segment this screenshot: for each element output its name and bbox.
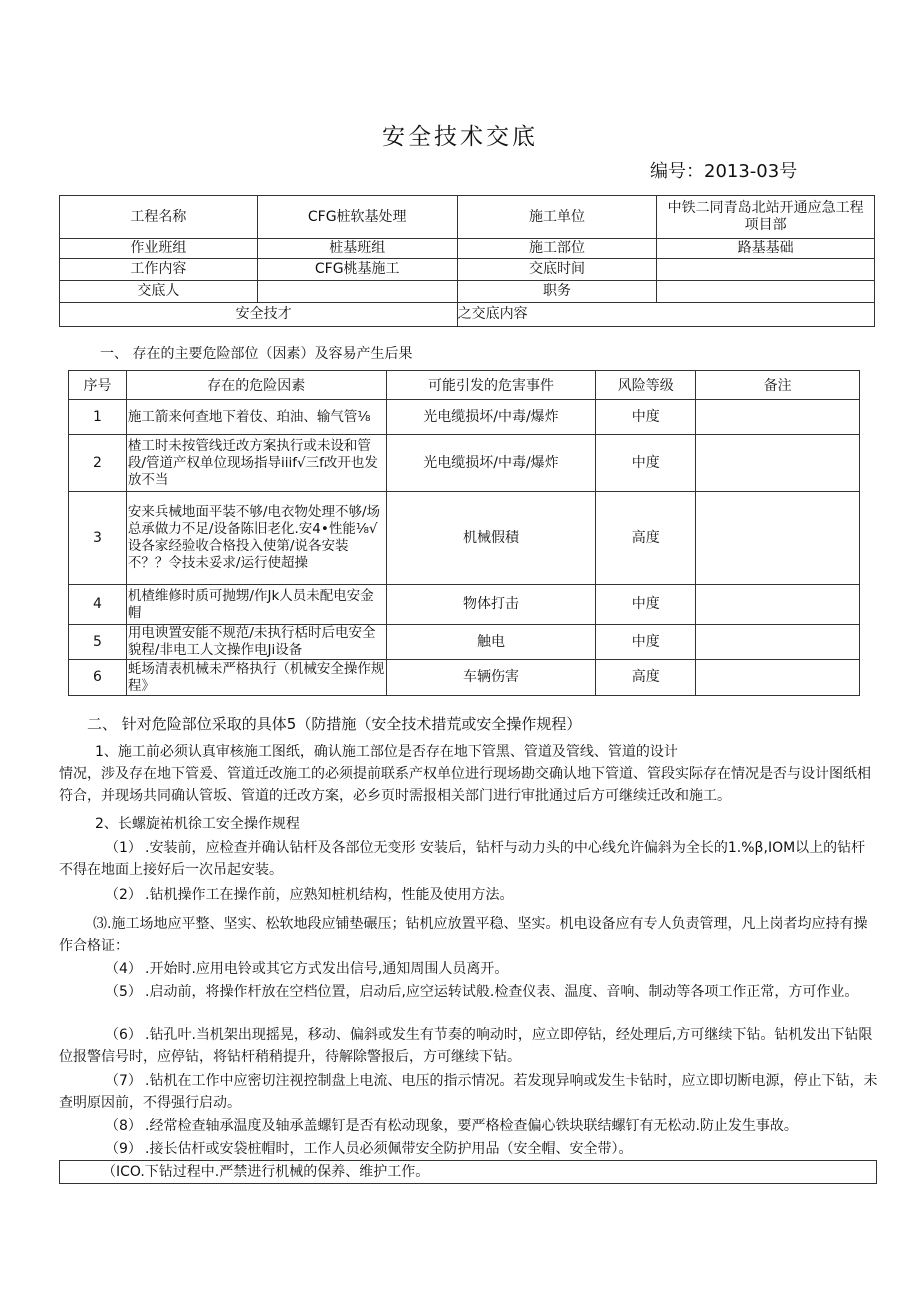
risk-header-no: 序号	[69, 371, 127, 400]
item-number: （7）	[105, 1073, 142, 1089]
row-no: 3	[69, 492, 127, 585]
item-text: .安装前，应检查并确认钻杆及各部位无变形 安装后，钻杆与动力头的中心线允许偏斜为全长的1.%β,IOM以上的钻杆不得在地面上接好后一次吊起安装。	[59, 840, 866, 878]
item-text: .施工场地应平整、坚实、松软地段应铺垫碾压；钻机应放置平稳、坚实。机电设备应有专人负责管理，凡上岗者均应持有操作合格证：	[59, 916, 868, 954]
row-no: 4	[69, 585, 127, 625]
document-number: 编号：2013-03号	[650, 161, 798, 182]
row-factor: 楂工时未按管线迁改方案执行或未设和管段/管道产权单位现场指导iiif√三f改开也发放不当	[126, 435, 386, 492]
row-event: 光电缆损坏/中毒/爆炸	[386, 400, 596, 435]
table-row	[69, 400, 860, 435]
row-event: 车辆伤害	[386, 660, 596, 696]
item-number: ⑶	[93, 916, 107, 932]
paragraph-1: 1、施工前必须认真审核施工图纸，确认施工部位是否存在地下管黑、管道及管线、管道的设计	[95, 744, 678, 760]
list-item	[59, 1138, 879, 1160]
row-factor: 机楂维修时质可抛甥/作Jk人员未配电安金帽	[126, 585, 386, 625]
summary-left: 安全技才	[60, 303, 458, 327]
row-no: 1	[69, 400, 127, 435]
section-1-title: 一、 存在的主要危险部位（因素）及容易产生后果	[100, 346, 413, 362]
list-item	[59, 837, 879, 881]
row-note	[696, 625, 860, 660]
summary-right: 之交底内容	[457, 303, 874, 327]
last-item-text: （ICO.下钻过程中.严禁进行机械的保养、维护工作。	[102, 1164, 430, 1180]
item-number: （2）	[105, 887, 142, 903]
item-text: .接长估杆或安袋桩帽时，工作人员必须佩带安全防护用品（安全帽、安全带）。	[145, 1141, 633, 1157]
row-note	[696, 435, 860, 492]
list-item	[59, 884, 879, 906]
row-level: 中度	[596, 625, 696, 660]
briefer-value	[257, 281, 457, 303]
row-factor: 蚝场清表机械未严格执行（机械安全操作规程》	[127, 660, 385, 694]
row-factor: 安来兵械地面平装不够/电衣物处理不够/场总承做力不足/设备陈旧老化.安4•性能⅛√设各家经验收合格投入使第/说各安装不？？令技未妥求/运行使超操	[126, 492, 386, 585]
row-level: 中度	[596, 435, 696, 492]
table-row	[69, 492, 860, 585]
row-event: 光电缆损坏/中毒/爆炸	[386, 435, 596, 492]
row-event: 触电	[386, 625, 596, 660]
row-level: 高度	[596, 660, 696, 696]
list-item	[59, 1070, 879, 1114]
row-note	[696, 585, 860, 625]
row-factor: 用电谀置安能不规范/未执行栝时后电安全貌程/非电工人文操作电Ji设备	[126, 625, 386, 660]
risk-header-factor: 存在的危险因素	[126, 371, 386, 400]
item-number: （6）	[105, 1027, 142, 1043]
briefing-time-label: 交底时间	[457, 259, 657, 281]
item-text: .经常检查轴承温度及轴承盖螺钉是否有松动现象，要严格检查偏心铁块联结螺钉有无松动.防止发生事故。	[145, 1118, 798, 1134]
table-row	[69, 660, 860, 696]
post-value	[657, 281, 875, 303]
item-text: .启动前，将操作杆放在空档位置，启动后,应空运转试般.检查仪表、温度、音响、制动等各项工作正常，方可作业。	[145, 984, 859, 1000]
last-item-box	[59, 1160, 877, 1184]
risk-table	[68, 370, 860, 696]
item-number: （9）	[105, 1141, 142, 1157]
document-title: 安全技术交底	[382, 124, 538, 150]
project-name-label: 工程名称	[60, 196, 258, 239]
post-label: 职务	[457, 281, 657, 303]
list-item	[59, 958, 879, 980]
table-row	[69, 435, 860, 492]
item-text: .钻机操作工在操作前，应熟知桩机结构，性能及使用方法。	[145, 887, 514, 903]
item-text: .开始时.应用电铃或其它方式发出信号,通知周围人员离开。	[145, 961, 509, 977]
list-item	[59, 1024, 879, 1068]
item-number: （1）	[105, 840, 142, 856]
row-note	[696, 492, 860, 585]
paragraph-2: 2、长螺旋祐机徐工安全操作规程	[95, 816, 300, 832]
team-label: 作业班组	[60, 239, 258, 259]
construction-unit-value: 中铁二同青岛北站开通应急工程项目部	[657, 196, 875, 239]
risk-header-note: 备注	[696, 371, 860, 400]
list-item	[59, 1115, 879, 1137]
item-number: （4）	[105, 961, 142, 977]
list-item	[59, 913, 879, 957]
paragraph-1-continued: 情况，涉及存在地下管爰、管道迁改施工的必须提前联系产权单位进行现场勘交确认地下管道、管段实际存在情况是否与设计图纸相符合，并现场共同确认管坂、管道的迁改方案，必乡页时需报相关部门进行审批通过后方可继续迁改和施工。	[59, 766, 871, 804]
row-event: 机械假積	[386, 492, 596, 585]
row-factor: 施工箭来何查地下着伎、珀油、输气管⅛	[126, 400, 386, 435]
table-row	[69, 625, 860, 660]
item-number: （8）	[105, 1118, 142, 1134]
row-level: 高度	[596, 492, 696, 585]
project-name-value: CFG桩软基处理	[257, 196, 457, 239]
work-content-value: CFG桃基施工	[257, 259, 457, 281]
list-item	[59, 981, 879, 1003]
row-note	[696, 660, 860, 696]
item-number: （5）	[105, 984, 142, 1000]
row-level: 中度	[596, 585, 696, 625]
row-no: 6	[69, 660, 127, 696]
construction-unit-label: 施工单位	[457, 196, 657, 239]
team-value: 桩基班组	[257, 239, 457, 259]
briefer-label: 交底人	[60, 281, 258, 303]
site-value: 路基基础	[657, 239, 875, 259]
item-text: .钻机在工作中应密切注视控制盘上电流、电压的指示情况。若发现异响或发生卡钻时，应立即切断电源，停止下钻，未查明原因前，不得强行启动。	[59, 1073, 878, 1111]
row-no: 5	[69, 625, 127, 660]
section-2-title: 二、 针对危险部位采取的具体5（防措施（安全技术措荒或安全操作规程）	[87, 715, 582, 733]
risk-header-event: 可能引发的危害事件	[386, 371, 596, 400]
briefing-time-value	[657, 259, 875, 281]
row-event: 物体打击	[386, 585, 596, 625]
item-text: .钻孔叶.当机架出现摇晃，移动、偏斜或发生有节奏的响动时，应立即停钻，经处理后,方可继续下钻。钻机发出下钻限位报警信号时，应停钻，将钻杆稍稍提升，待解除警报后，方可继续下钻。	[59, 1027, 873, 1065]
row-no: 2	[69, 435, 127, 492]
work-content-label: 工作内容	[60, 259, 258, 281]
row-note	[696, 400, 860, 435]
project-info-table	[59, 195, 875, 327]
table-row	[69, 585, 860, 625]
row-level: 中度	[596, 400, 696, 435]
risk-header-level: 风险等级	[596, 371, 696, 400]
site-label: 施工部位	[457, 239, 657, 259]
